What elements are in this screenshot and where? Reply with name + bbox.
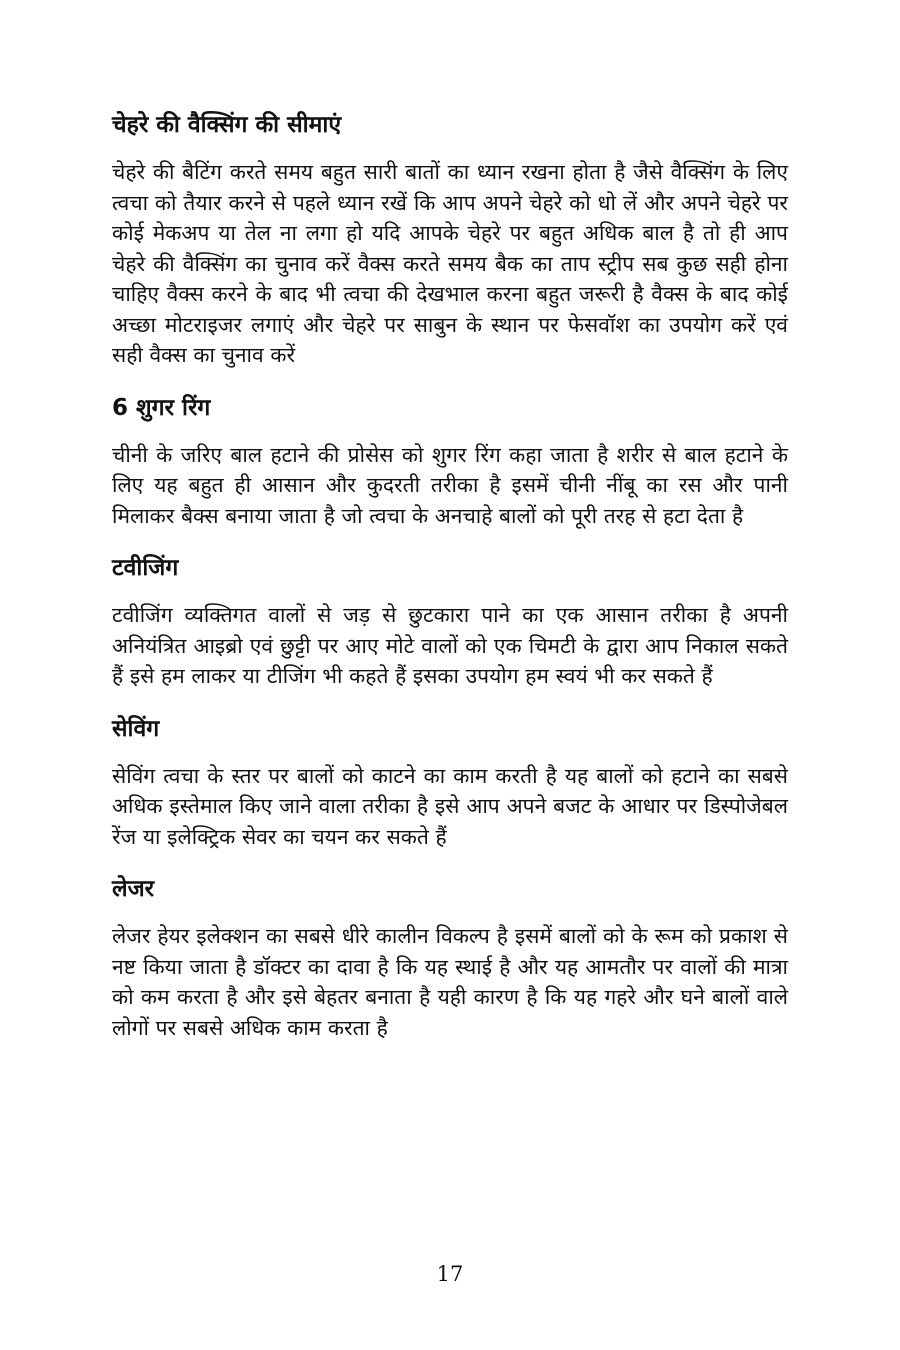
section-heading: लेजर: [112, 876, 155, 902]
section-paragraph: टवीजिंग व्यक्तिगत वालों से जड़ से छुटकारा पाने का एक आसान तरीका है अपनी अनियंत्रित आइब्रो एवं छुट्टी पर आए मोटे वालों को एक चिमटी के द्वारा आप निकाल सकते हैं इसे हम लाकर या टीजिंग भी कहते हैं इसका उपयोग हम स्वयं भी कर सकते हैं: [112, 603, 788, 688]
section-shaving: [112, 712, 788, 853]
page-number: 17: [436, 1262, 464, 1286]
section-heading: 6 शुगर रिंग: [112, 394, 211, 421]
section-tweezing: [112, 551, 788, 692]
section-sugar-ring: [112, 391, 788, 532]
section-facial-waxing-limits: [112, 108, 788, 371]
page-content: [112, 108, 788, 1063]
section-laser: [112, 872, 788, 1043]
section-heading: सेविंग: [112, 715, 160, 742]
section-heading: चेहरे की वैक्सिंग की सीमाएं: [112, 112, 342, 138]
section-paragraph: चीनी के जरिए बाल हटाने की प्रोसेस को शुगर रिंग कहा जाता है शरीर से बाल हटाने के लिए यह बहुत ही आसान और कुदरती तरीका है इसमें चीनी नींबू का रस और पानी मिलाकर बैक्स बनाया जाता है जो त्वचा के अनचाहे बालों को पूरी तरह से हटा देता है: [112, 442, 788, 528]
section-paragraph: सेविंग त्वचा के स्तर पर बालों को काटने का काम करती है यह बालों को हटाने का सबसे अधिक इस्तेमाल किए जाने वाला तरीका है इसे आप अपने बजट के आधार पर डिस्पोजेबल रेंज या इलेक्ट्रिक सेवर का चयन कर सकते हैं: [112, 763, 788, 849]
section-heading: टवीजिंग: [112, 555, 179, 581]
section-paragraph: चेहरे की बैटिंग करते समय बहुत सारी बातों का ध्यान रखना होता है जैसे वैक्सिंग के लिए त्वचा को तैयार करने से पहले ध्यान रखें कि आप अपने चेहरे को धो लें और अपने चेहरे पर कोई मेकअप या तेल ना लगा हो यदि आपके चेहरे पर बहुत अधिक बाल है तो ही आप चेहरे की वैक्सिंग का चुनाव करें वैक्स करते समय बैक का ताप स्ट्रीप सब कुछ सही होना चाहिए वैक्स करने के बाद भी त्वचा की देखभाल करना बहुत जरूरी है वैक्स के बाद कोई अच्छा मोटराइजर लगाएं और चेहरे पर साबुन के स्थान पर फेसवॉश का उपयोग करें एवं सही वैक्स का चुनाव करें: [112, 160, 788, 367]
section-paragraph: लेजर हेयर इलेक्शन का सबसे धीरे कालीन विकल्प है इसमें बालों को के रूम को प्रकाश से नष्ट किया जाता है डॉक्टर का दावा है कि यह स्थाई है और यह आमतौर पर वालों की मात्रा को कम करता है और इसे बेहतर बनाता है यही कारण है कि यह गहरे और घने बालों वाले लोगों पर सबसे अधिक काम करता है: [112, 924, 788, 1040]
